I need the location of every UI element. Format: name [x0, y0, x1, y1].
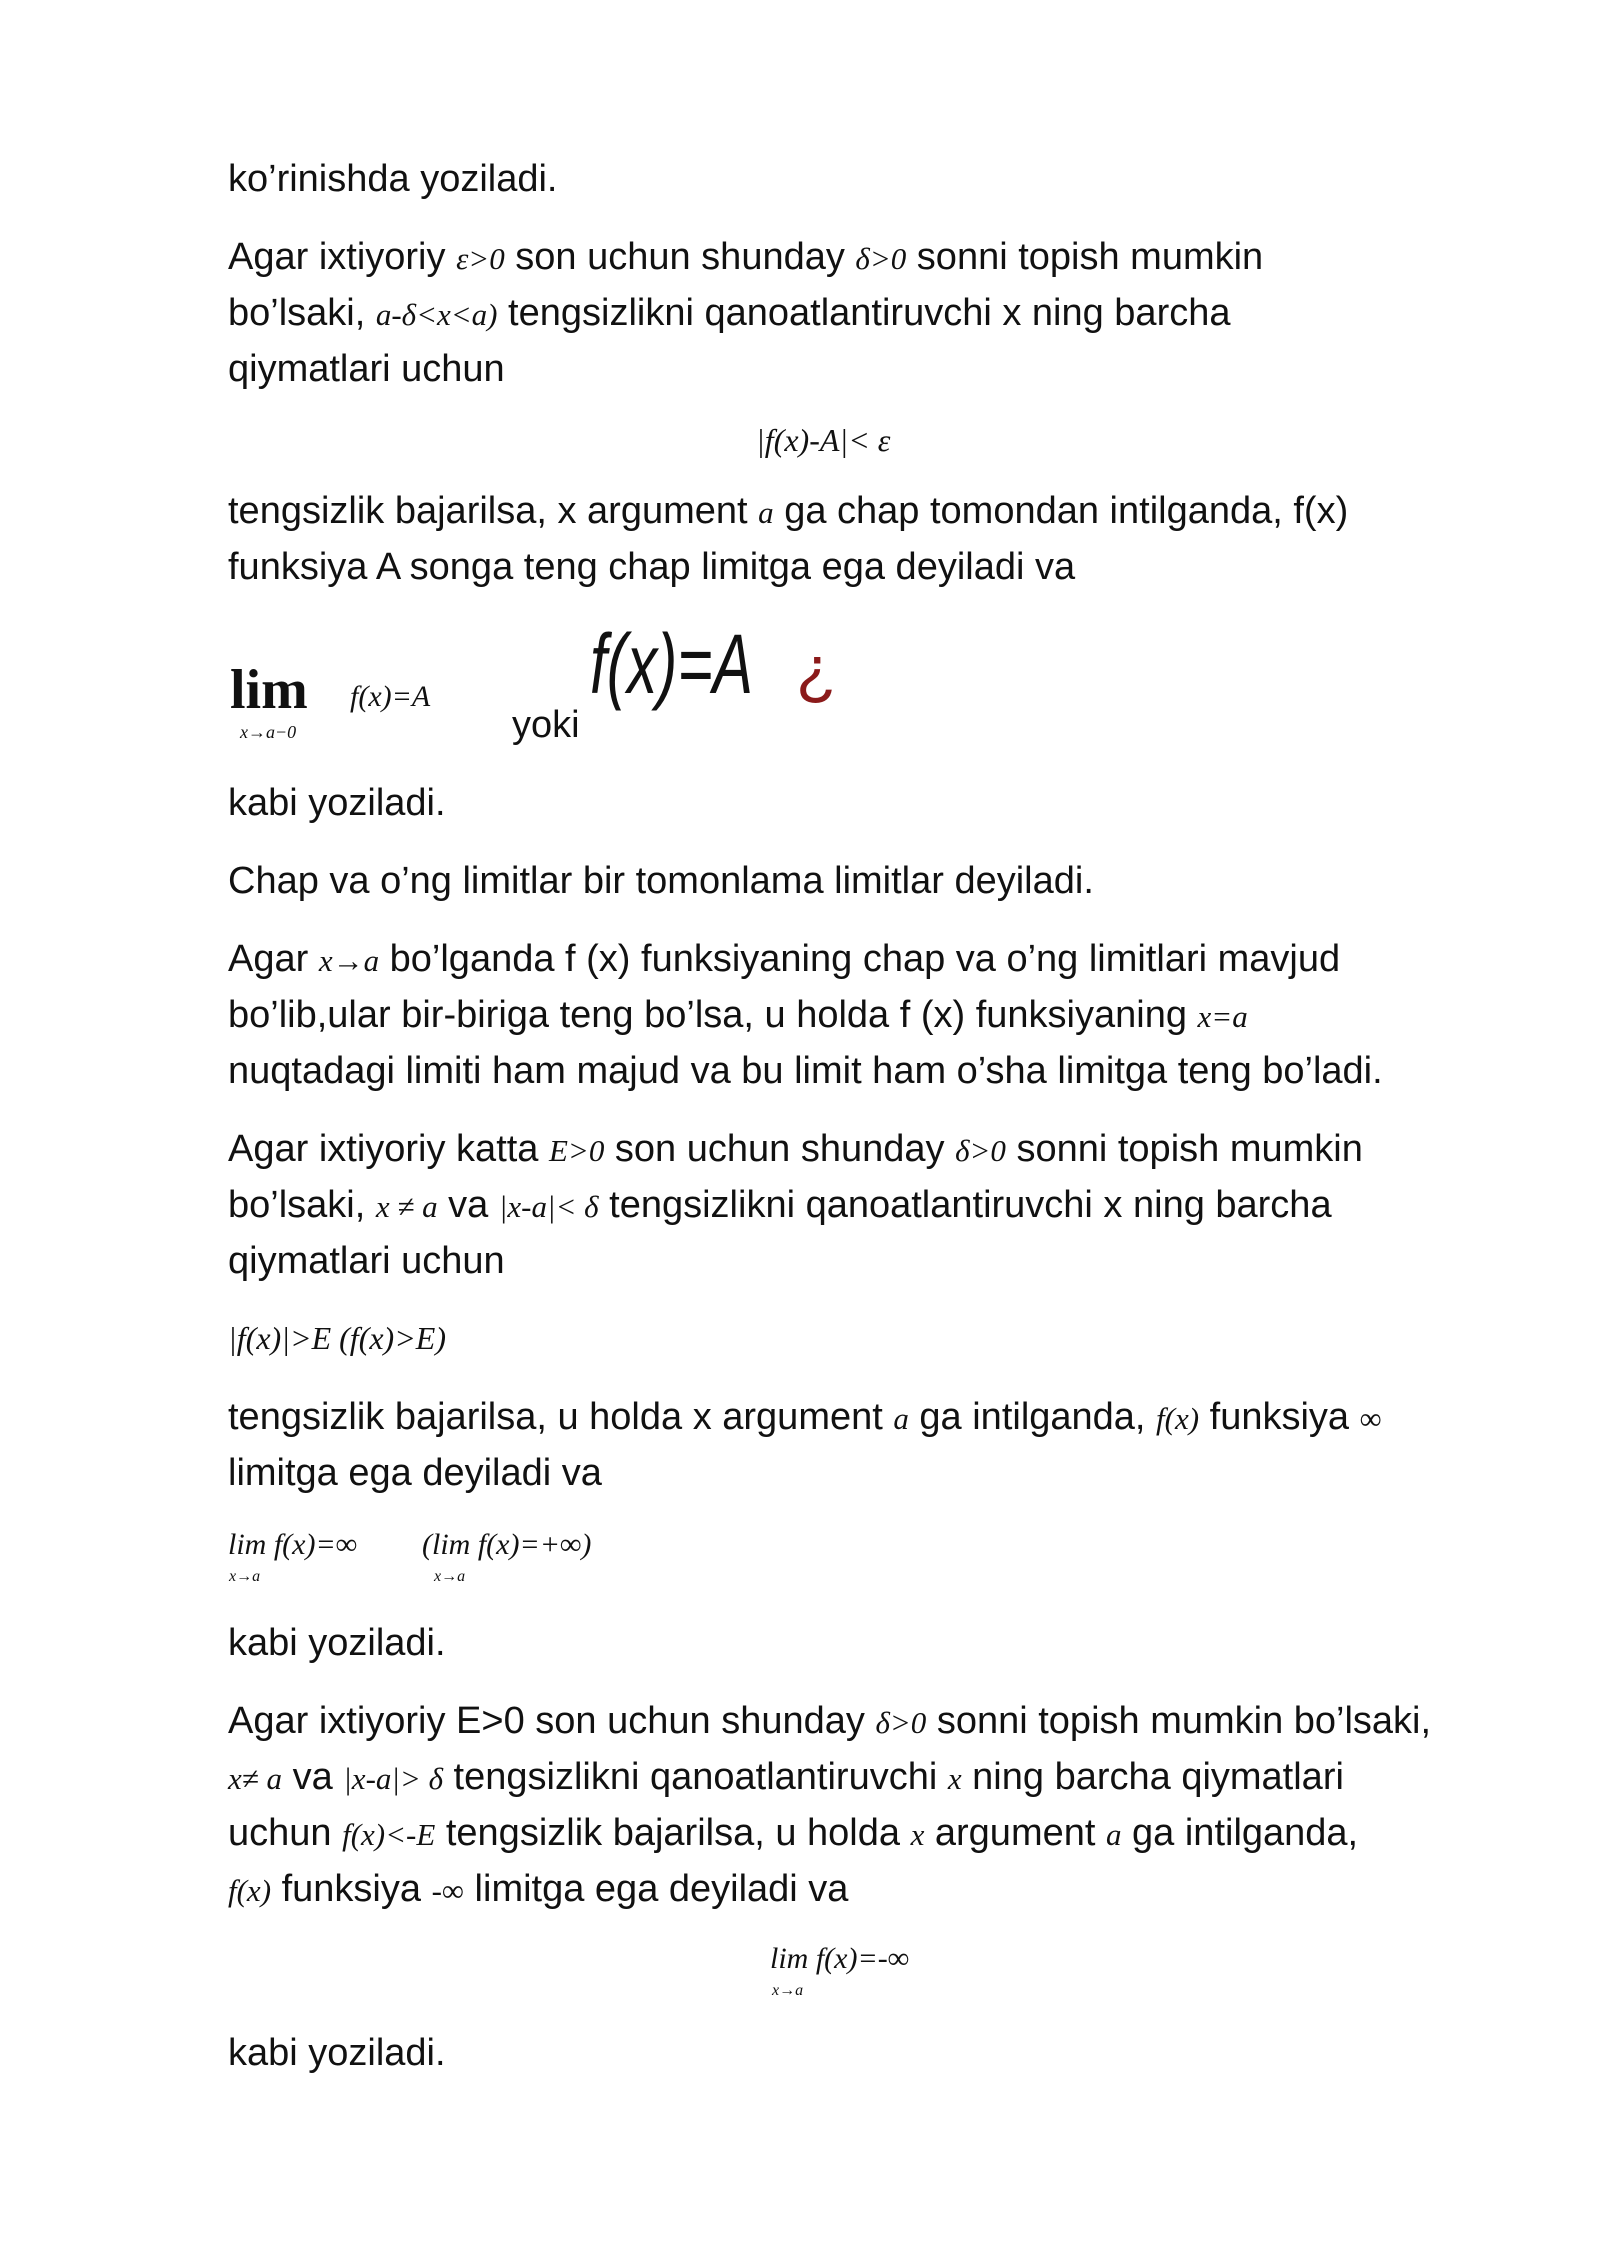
formula-infinite-condition: |f(x)|>E (f(x)>E) [228, 1320, 446, 1356]
formula-lim-minus-infinity-subscript: x→a [772, 1982, 804, 1999]
text-line-11: nuqtadagi limiti ham majud va bu limit ham o’sha limitga teng bo’ladi. [228, 1050, 1383, 1092]
text-line-18: Agar ixtiyoriy E>0 son uchun shunday δ>0 sonni topish mumkin bo’lsaki, [228, 1700, 1432, 1742]
text-line-1: ko’rinishda yoziladi. [228, 158, 558, 200]
text-line-4: qiymatlari uchun [228, 348, 505, 390]
yoki-label: yoki [512, 704, 580, 746]
text-line-6: funksiya A songa teng chap limitga ega deyiladi va [228, 546, 1076, 588]
formula-left-limit-condition: |f(x)-A|< ε [756, 422, 891, 458]
formula-lim-infinity-subscript: x→a [229, 1568, 261, 1585]
text-line-5: tengsizlik bajarilsa, x argument a ga chap tomondan intilganda, f(x) [228, 490, 1349, 532]
text-line-22: kabi yoziladi. [228, 2032, 446, 2074]
formula-lim-minus-infinity: lim f(x)=-∞ [770, 1942, 910, 1975]
text-line-3: bo’lsaki, a-δ<x<a) tengsizlikni qanoatlantiruvchi x ning barcha [228, 292, 1231, 334]
text-line-10: bo’lib,ular bir-biriga teng bo’lsa, u holda f (x) funksiyaning x=a [228, 994, 1248, 1036]
text-line-12: Agar ixtiyoriy katta E>0 son uchun shunday δ>0 sonni topish mumkin [228, 1128, 1363, 1170]
text-line-16: limitga ega deyiladi va [228, 1452, 602, 1494]
text-line-7: kabi yoziladi. [228, 782, 446, 824]
text-line-2: Agar ixtiyoriy ε>0 son uchun shunday δ>0 sonni topish mumkin [228, 236, 1264, 278]
big-formula-tail: ¿ [796, 632, 837, 706]
formula-lim-plus-infinity: (lim f(x)=+∞) [422, 1528, 592, 1561]
lim-word: lim [230, 659, 308, 721]
text-line-8: Chap va o’ng limitlar bir tomonlama limitlar deyiladi. [228, 860, 1094, 902]
text-line-19: x≠ a va |x-a|> δ tengsizlikni qanoatlantiruvchi x ning barcha qiymatlari [228, 1756, 1344, 1798]
lim-expression: f(x)=A [350, 680, 431, 713]
big-formula: f(x)=A [590, 617, 753, 711]
text-line-15: tengsizlik bajarilsa, u holda x argument a ga intilganda, f(x) funksiya ∞ [228, 1396, 1382, 1438]
text-line-21: f(x) funksiya -∞ limitga ega deyiladi va [228, 1868, 849, 1910]
text-line-14: qiymatlari uchun [228, 1240, 505, 1282]
text-line-20: uchun f(x)<-E tengsizlik bajarilsa, u holda x argument a ga intilganda, [228, 1812, 1359, 1854]
text-line-17: kabi yoziladi. [228, 1622, 446, 1664]
math-epsilon-positive: ε>0 [456, 241, 505, 276]
text-line-13: bo’lsaki, x ≠ a va |x-a|< δ tengsizlikni qanoatlantiruvchi x ning barcha [228, 1184, 1332, 1226]
math-interval: a-δ<x<a) [375, 297, 498, 332]
text-line-9: Agar x→a bo’lganda f (x) funksiyaning chap va o’ng limitlari mavjud [228, 938, 1341, 980]
formula-lim-infinity: lim f(x)=∞ [228, 1528, 358, 1561]
formula-lim-plus-infinity-subscript: x→a [434, 1568, 466, 1585]
math-delta-positive: δ>0 [855, 241, 907, 276]
lim-subscript: x→a−0 [240, 722, 297, 742]
